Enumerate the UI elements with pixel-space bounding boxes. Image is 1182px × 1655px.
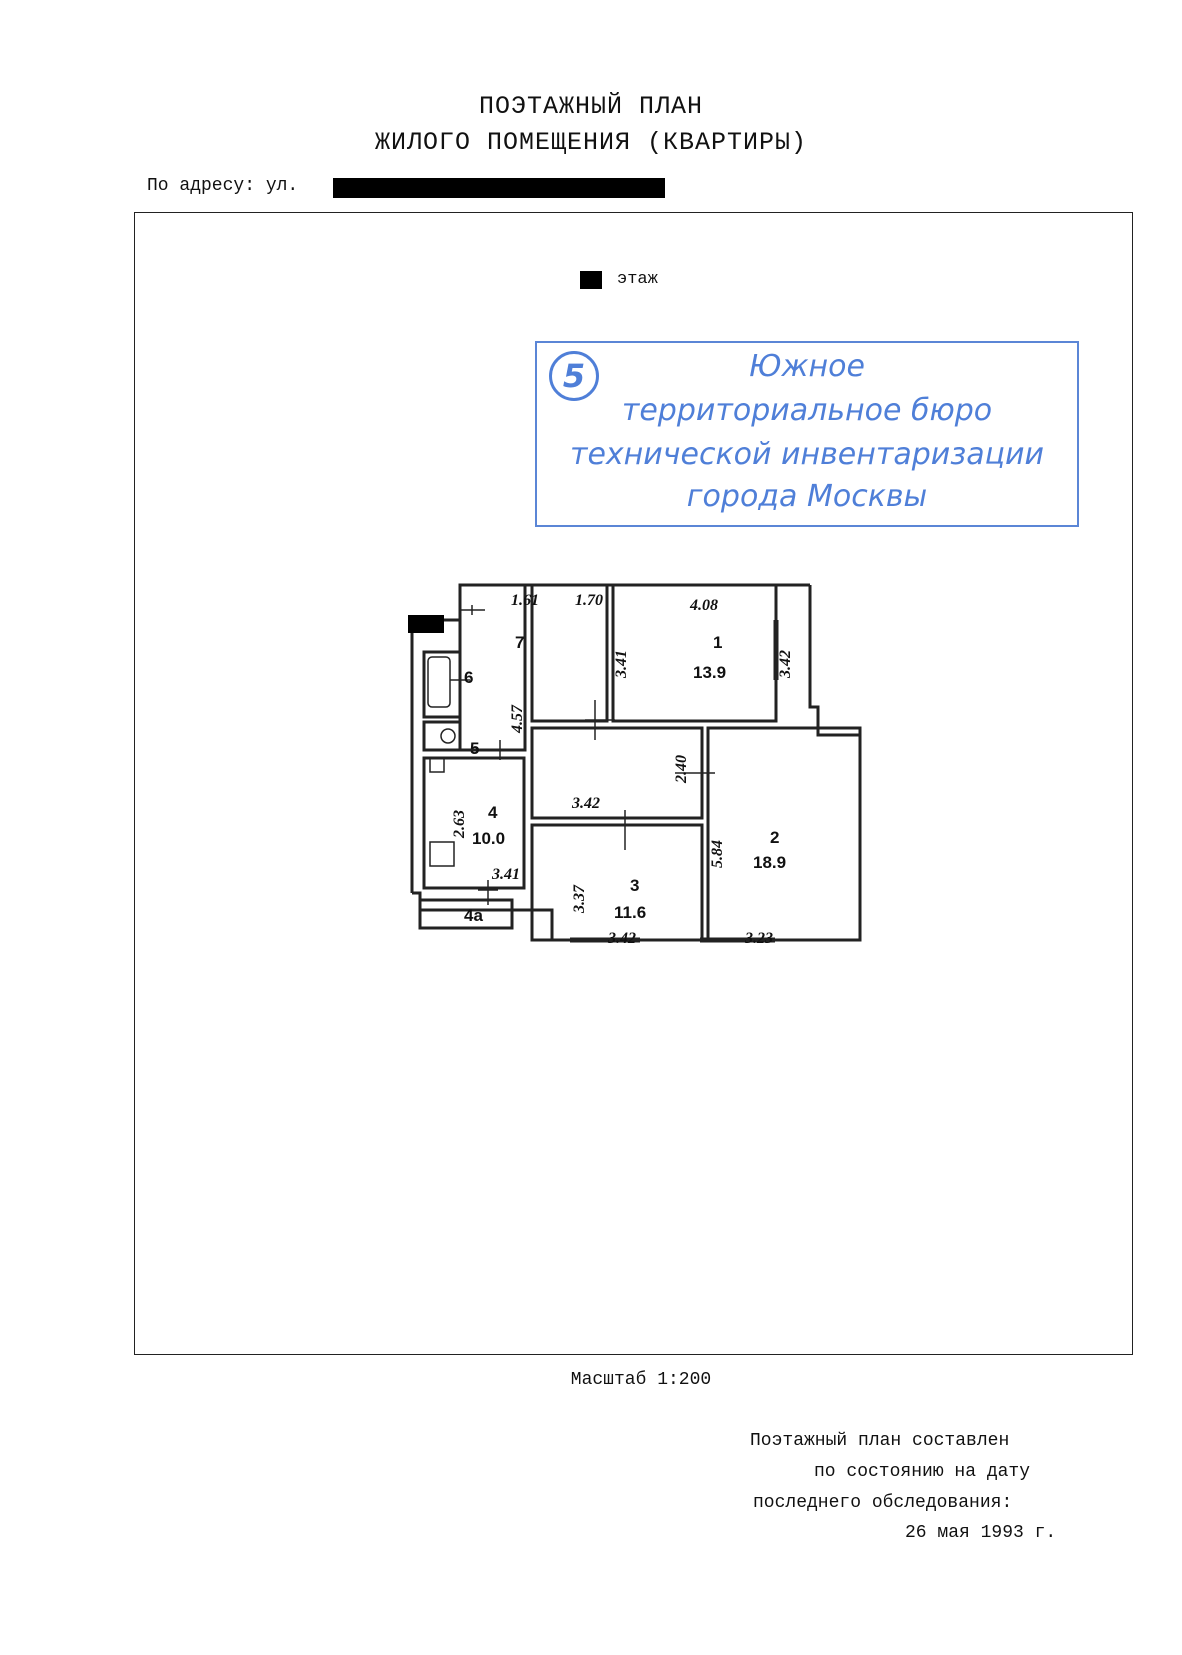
- toilet-icon: [441, 729, 455, 743]
- scale-label: Масштаб 1:200: [570, 1370, 712, 1390]
- dim-3-42-b: 3.42: [572, 795, 600, 812]
- stamp-line-3: технической инвентаризации: [570, 437, 1044, 472]
- room-6-number: 6: [464, 668, 474, 687]
- room-2-area: 18.9: [753, 853, 787, 872]
- floor-number-redaction: [580, 271, 602, 289]
- footer-date: 26 мая 1993 г.: [905, 1523, 1057, 1543]
- stove-icon: [430, 842, 454, 866]
- footer-line-3: последнего обследования:: [753, 1493, 1013, 1513]
- dim-3-42-c: 3.42: [608, 930, 636, 947]
- dim-2-40: 2.40: [673, 755, 690, 783]
- document-title-line1: ПОЭТАЖНЫЙ ПЛАН: [478, 92, 704, 121]
- floor-label: этаж: [617, 270, 658, 289]
- room-1-area: 13.9: [693, 663, 727, 682]
- room-2-number: 2: [770, 828, 780, 847]
- entrance-redaction: [408, 615, 444, 633]
- dim-5-84: 5.84: [709, 840, 726, 868]
- dim-1-61: 1.61: [511, 592, 539, 609]
- footer-line-2: по состоянию на дату: [814, 1462, 1031, 1482]
- room-5-number: 5: [470, 739, 480, 758]
- room-3-number: 3: [630, 876, 640, 895]
- dim-4-08: 4.08: [690, 597, 718, 614]
- document-title-line2: ЖИЛОГО ПОМЕЩЕНИЯ (КВАРТИРЫ): [374, 128, 808, 157]
- room-2-walls: [708, 728, 860, 940]
- dim-3-23: 3.23: [745, 930, 773, 947]
- dim-3-41-b: 3.41: [492, 866, 520, 883]
- dim-3-37: 3.37: [571, 885, 588, 913]
- stamp-line-2: территориальное бюро: [621, 393, 993, 428]
- room-4a-number: 4а: [464, 906, 483, 925]
- room-4-number: 4: [488, 803, 498, 822]
- stamp-line-4: города Москвы: [686, 479, 928, 514]
- dim-1-70: 1.70: [575, 592, 603, 609]
- stamp-line-1: Южное: [749, 349, 865, 384]
- room-4-area: 10.0: [472, 829, 506, 848]
- dim-3-42-a: 3.42: [777, 650, 794, 678]
- outlet-icon: [430, 758, 444, 772]
- room-3-area: 11.6: [614, 903, 647, 922]
- dim-3-41-a: 3.41: [613, 650, 630, 678]
- stamp-number-circle: 5: [549, 351, 599, 401]
- footer-line-1: Поэтажный план составлен: [750, 1431, 1010, 1451]
- room-1-number: 1: [713, 633, 723, 652]
- dim-2-63: 2.63: [451, 810, 468, 838]
- room-7-number: 7: [515, 633, 525, 652]
- bathtub-icon: [428, 657, 450, 707]
- address-redaction: [333, 178, 665, 198]
- bti-stamp: [535, 341, 1079, 527]
- address-label: По адресу: ул.: [147, 176, 299, 196]
- dim-4-57: 4.57: [509, 705, 526, 733]
